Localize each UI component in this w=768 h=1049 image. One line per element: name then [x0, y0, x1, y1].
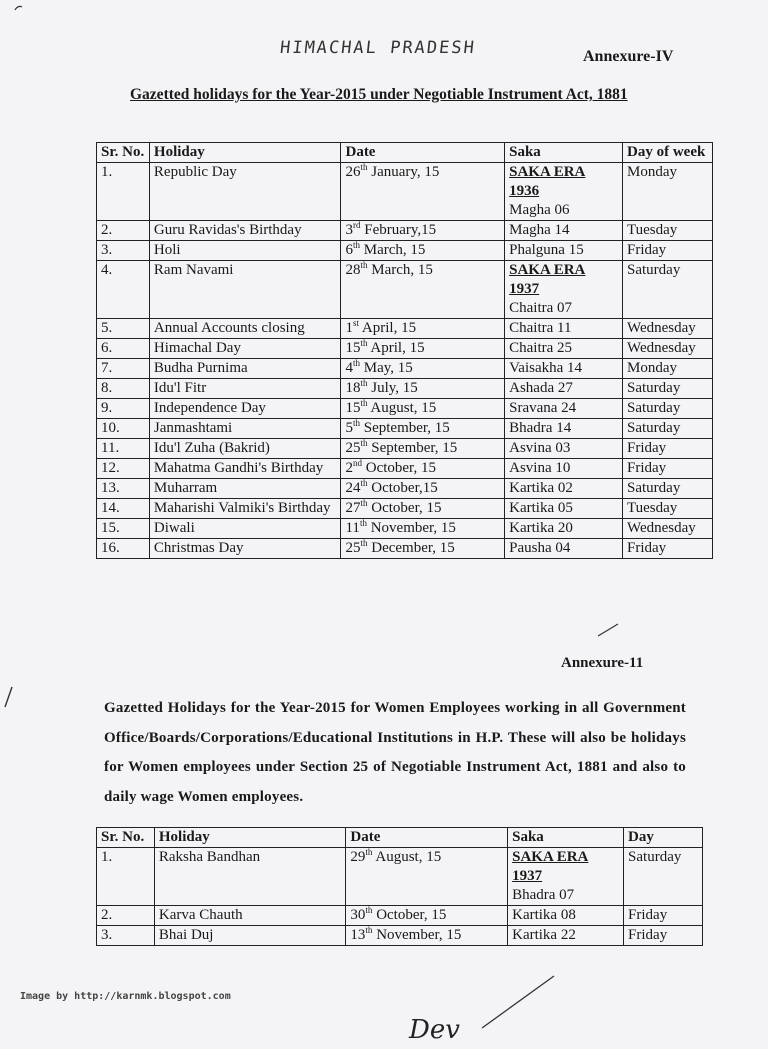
date-ordinal: th [365, 847, 373, 857]
date-ordinal: th [365, 905, 373, 915]
saka-date: Pausha 04 [509, 540, 571, 556]
cell-date [341, 359, 505, 379]
cell-day: Wednesday [623, 519, 713, 539]
page-title: Gazetted holidays for the Year-2015 under Negotiable Instrument Act, 1881 [130, 86, 628, 103]
col-header-date: Date [341, 143, 505, 163]
date-month-year: May, 15 [360, 360, 413, 376]
table-row [97, 519, 713, 539]
cell-sr: 15. [97, 519, 150, 539]
date-month-year: November, 15 [372, 927, 462, 943]
cell-day: Monday [623, 359, 713, 379]
svg-text:Dev: Dev [409, 1015, 460, 1045]
cell-day: Friday [623, 539, 713, 559]
cell-date [341, 439, 505, 459]
date-month-year: April, 15 [367, 340, 425, 356]
cell-saka [505, 241, 623, 261]
col-header-saka: Saka [508, 828, 624, 848]
cell-holiday: Maharishi Valmiki's Birthday [149, 499, 341, 519]
cell-holiday: Christmas Day [149, 539, 341, 559]
cell-day: Friday [624, 906, 703, 926]
cell-date [341, 261, 505, 319]
date-day: 11 [345, 520, 360, 536]
cell-saka [508, 848, 624, 906]
ink-speck [14, 4, 24, 12]
date-day: 5 [345, 420, 353, 436]
table-row [97, 926, 703, 946]
date-month-year: September, 15 [360, 420, 450, 436]
cell-sr: 1. [97, 163, 150, 221]
saka-date: Kartika 20 [509, 520, 573, 536]
date-ordinal: st [352, 318, 359, 328]
cell-sr: 9. [97, 399, 150, 419]
cell-sr: 2. [97, 221, 150, 241]
cell-saka [505, 319, 623, 339]
cell-holiday: Idu'l Zuha (Bakrid) [149, 439, 341, 459]
date-day: 26 [345, 164, 361, 180]
cell-sr: 3. [97, 926, 155, 946]
date-ordinal: th [352, 358, 360, 368]
saka-date: Magha 06 [509, 202, 570, 218]
cell-sr: 16. [97, 539, 150, 559]
date-ordinal: th [365, 925, 373, 935]
image-credit: Image by http://karnmk.blogspot.com [20, 991, 231, 1002]
cell-holiday: Holi [149, 241, 341, 261]
cell-saka [505, 163, 623, 221]
cell-date [341, 241, 505, 261]
cell-saka [505, 519, 623, 539]
date-day: 27 [345, 500, 361, 516]
date-month-year: August, 15 [372, 849, 442, 865]
date-day: 18 [345, 380, 361, 396]
cell-holiday: Idu'l Fitr [149, 379, 341, 399]
table-row [97, 163, 713, 221]
cell-saka [508, 906, 624, 926]
cell-day: Tuesday [623, 221, 713, 241]
cell-date [341, 419, 505, 439]
date-month-year: October, 15 [361, 460, 436, 476]
saka-date: Asvina 03 [509, 440, 571, 456]
cell-saka [505, 339, 623, 359]
cell-sr: 10. [97, 419, 150, 439]
date-month-year: December, 15 [367, 540, 455, 556]
cell-sr: 13. [97, 479, 150, 499]
cell-day: Wednesday [623, 339, 713, 359]
date-month-year: March, 15 [360, 242, 426, 258]
signature [405, 1008, 475, 1048]
table-header-row [97, 828, 703, 848]
cell-day: Saturday [623, 261, 713, 319]
cell-saka [505, 539, 623, 559]
table-row [97, 379, 713, 399]
table-row [97, 359, 713, 379]
cell-sr: 14. [97, 499, 150, 519]
col-header-sr: Sr. No. [97, 143, 150, 163]
cell-day: Saturday [623, 379, 713, 399]
date-ordinal: th [360, 260, 368, 270]
cell-day: Friday [624, 926, 703, 946]
cell-holiday: Janmashtami [149, 419, 341, 439]
saka-date: Bhadra 14 [509, 420, 572, 436]
table-header-row [97, 143, 713, 163]
date-day: 15 [345, 400, 361, 416]
cell-date [341, 479, 505, 499]
cell-saka [505, 359, 623, 379]
cell-date [341, 499, 505, 519]
col-header-date: Date [346, 828, 508, 848]
date-ordinal: th [360, 498, 368, 508]
saka-date: Kartika 02 [509, 480, 573, 496]
table-row [97, 319, 713, 339]
cell-day: Saturday [623, 419, 713, 439]
table-row [97, 459, 713, 479]
col-header-saka: Saka [505, 143, 623, 163]
saka-era-label: SAKA ERA 1936 [509, 164, 586, 199]
cell-holiday: Bhai Duj [154, 926, 346, 946]
date-ordinal: th [360, 378, 368, 388]
date-month-year: March, 15 [367, 262, 433, 278]
saka-date: Chaitra 25 [509, 340, 573, 356]
table-row [97, 848, 703, 906]
margin-mark [2, 685, 14, 709]
cell-day: Friday [623, 459, 713, 479]
cell-holiday: Budha Purnima [149, 359, 341, 379]
date-month-year: October, 15 [367, 500, 442, 516]
date-month-year: February,15 [360, 222, 437, 238]
cell-holiday: Mahatma Gandhi's Birthday [149, 459, 341, 479]
date-ordinal: th [352, 240, 360, 250]
date-ordinal: th [360, 398, 368, 408]
date-month-year: September, 15 [367, 440, 458, 456]
saka-date: Kartika 05 [509, 500, 573, 516]
col-header-holiday: Holiday [154, 828, 346, 848]
cell-day: Saturday [623, 399, 713, 419]
cell-day: Monday [623, 163, 713, 221]
cell-sr: 11. [97, 439, 150, 459]
date-day: 28 [345, 262, 361, 278]
cell-date [341, 319, 505, 339]
table-row [97, 261, 713, 319]
cell-sr: 8. [97, 379, 150, 399]
table-row [97, 419, 713, 439]
cell-holiday: Karva Chauth [154, 906, 346, 926]
cell-saka [505, 479, 623, 499]
cell-saka [505, 221, 623, 241]
saka-date: Chaitra 11 [509, 320, 572, 336]
cell-saka [505, 439, 623, 459]
cell-date [346, 926, 508, 946]
date-day: 3 [345, 222, 353, 238]
cell-holiday: Ram Navami [149, 261, 341, 319]
saka-date: Magha 14 [509, 222, 570, 238]
cell-date [341, 519, 505, 539]
cell-date [341, 399, 505, 419]
saka-date: Kartika 22 [512, 927, 576, 943]
table-row [97, 499, 713, 519]
cell-sr: 2. [97, 906, 155, 926]
saka-date: Phalguna 15 [509, 242, 584, 258]
cell-sr: 7. [97, 359, 150, 379]
cell-saka [508, 926, 624, 946]
col-header-sr: Sr. No. [97, 828, 155, 848]
date-ordinal: th [360, 162, 368, 172]
cell-saka [505, 379, 623, 399]
cell-date [341, 379, 505, 399]
date-day: 24 [345, 480, 361, 496]
date-day: 30 [350, 907, 366, 923]
cell-date [341, 221, 505, 241]
cell-day: Saturday [624, 848, 703, 906]
date-day: 6 [345, 242, 353, 258]
table-row [97, 539, 713, 559]
date-month-year: July, 15 [367, 380, 418, 396]
cell-saka [505, 499, 623, 519]
signature-stroke [478, 972, 558, 1032]
cell-sr: 4. [97, 261, 150, 319]
col-header-day: Day of week [623, 143, 713, 163]
cell-holiday: Muharram [149, 479, 341, 499]
date-ordinal: th [360, 478, 368, 488]
women-holidays-paragraph: Gazetted Holidays for the Year-2015 for Women Employees working in all Government Office/Boards/Corporations/Educational Institutions in H.P. These will also be holidays for Women employees under Section 25 of Negotiable Instrument Act, 1881 and also to daily wage Women employees. [104, 700, 686, 805]
col-header-day: Day [624, 828, 703, 848]
annexure-label-2: Annexure-11 [561, 655, 644, 671]
date-month-year: October, 15 [372, 907, 447, 923]
table-row [97, 241, 713, 261]
date-day: 25 [345, 540, 361, 556]
date-ordinal: rd [352, 220, 361, 230]
saka-date: Kartika 08 [512, 907, 576, 923]
table-row [97, 221, 713, 241]
cell-holiday: Himachal Day [149, 339, 341, 359]
date-day: 2 [345, 460, 353, 476]
pen-stroke-line [596, 622, 620, 638]
table-row [97, 339, 713, 359]
saka-era-label: SAKA ERA 1937 [509, 262, 586, 297]
cell-sr: 6. [97, 339, 150, 359]
date-day: 25 [345, 440, 361, 456]
cell-date [341, 339, 505, 359]
date-day: 15 [345, 340, 361, 356]
cell-sr: 5. [97, 319, 150, 339]
cell-sr: 1. [97, 848, 155, 906]
cell-holiday: Annual Accounts closing [149, 319, 341, 339]
date-ordinal: th [360, 338, 368, 348]
saka-date: Ashada 27 [509, 380, 573, 396]
women-holidays-table [96, 827, 703, 946]
cell-saka [505, 261, 623, 319]
date-month-year: April, 15 [359, 320, 417, 336]
cell-saka [505, 419, 623, 439]
date-ordinal: nd [352, 458, 362, 468]
date-ordinal: th [359, 518, 367, 528]
cell-holiday: Raksha Bandhan [154, 848, 346, 906]
col-header-holiday: Holiday [149, 143, 341, 163]
cell-holiday: Guru Ravidas's Birthday [149, 221, 341, 241]
saka-date: Chaitra 07 [509, 300, 573, 316]
saka-date: Asvina 10 [509, 460, 571, 476]
cell-day: Wednesday [623, 319, 713, 339]
table-row [97, 399, 713, 419]
cell-date [341, 539, 505, 559]
table-row [97, 479, 713, 499]
holidays-table [96, 142, 713, 559]
cell-date [346, 848, 508, 906]
date-day: 13 [350, 927, 366, 943]
cell-day: Friday [623, 241, 713, 261]
cell-holiday: Republic Day [149, 163, 341, 221]
cell-day: Saturday [623, 479, 713, 499]
saka-date: Vaisakha 14 [509, 360, 583, 376]
cell-saka [505, 399, 623, 419]
table-row [97, 906, 703, 926]
date-month-year: October,15 [367, 480, 438, 496]
date-ordinal: th [352, 418, 360, 428]
date-day: 4 [345, 360, 353, 376]
date-month-year: August, 15 [367, 400, 437, 416]
saka-date: Bhadra 07 [512, 887, 575, 903]
cell-saka [505, 459, 623, 479]
table-row [97, 439, 713, 459]
saka-date: Sravana 24 [509, 400, 577, 416]
date-month-year: November, 15 [366, 520, 456, 536]
handwritten-state-name: HIMACHAL PRADESH [278, 38, 477, 58]
cell-sr: 3. [97, 241, 150, 261]
date-day: 29 [350, 849, 366, 865]
date-ordinal: th [360, 538, 368, 548]
date-ordinal: th [360, 438, 368, 448]
cell-day: Friday [623, 439, 713, 459]
saka-era-label: SAKA ERA 1937 [512, 849, 589, 884]
cell-date [341, 459, 505, 479]
date-month-year: January, 15 [367, 164, 440, 180]
annexure-label: Annexure-IV [583, 48, 674, 65]
cell-date [341, 163, 505, 221]
date-day: 1 [345, 320, 353, 336]
cell-day: Tuesday [623, 499, 713, 519]
cell-sr: 12. [97, 459, 150, 479]
cell-holiday: Diwali [149, 519, 341, 539]
cell-date [346, 906, 508, 926]
cell-holiday: Independence Day [149, 399, 341, 419]
